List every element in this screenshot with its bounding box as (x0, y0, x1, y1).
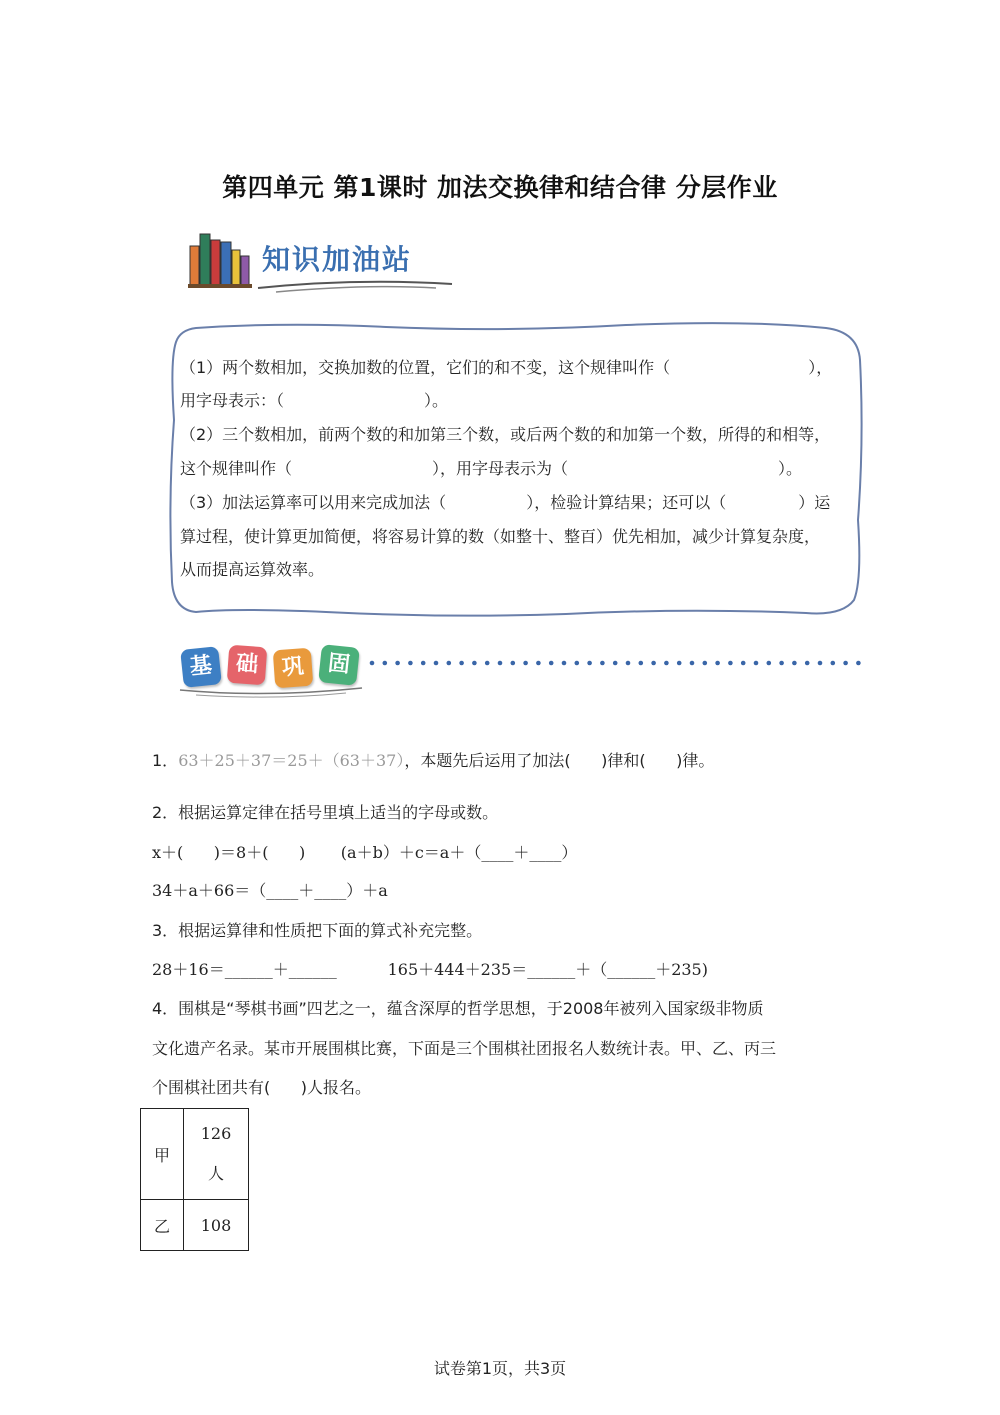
tile-2: 础 (227, 645, 268, 686)
divider-dot (395, 661, 400, 666)
table-cell-name: 乙 (141, 1200, 184, 1251)
divider-dot (575, 661, 580, 666)
knowledge-line-7: 从而提高运算效率。 (180, 560, 325, 579)
divider-dot (511, 661, 516, 666)
question-2: 2．根据运算定律在括号里填上适当的字母或数。 (152, 803, 499, 822)
question-2-line-2: 34＋a＋66＝（____＋____）＋a (152, 881, 388, 900)
tile-3: 巩 (273, 648, 314, 689)
divider-dot (639, 661, 644, 666)
divider-dot (587, 661, 592, 666)
dotted-divider (368, 655, 868, 671)
club-count-table (140, 1108, 249, 1251)
divider-dot (818, 661, 823, 666)
divider-dot (600, 661, 605, 666)
tile-4: 固 (318, 644, 360, 686)
question-4-line-3: 个围棋社团共有( )人报名。 (152, 1078, 372, 1097)
divider-dot (485, 661, 490, 666)
divider-dot (792, 661, 797, 666)
divider-dot (383, 661, 388, 666)
divider-dot (536, 661, 541, 666)
divider-dot (651, 661, 656, 666)
question-3: 3．根据运算律和性质把下面的算式补充完整。 (152, 921, 483, 940)
underline-swoosh (256, 276, 456, 294)
divider-dot (626, 661, 631, 666)
knowledge-line-5: （3）加法运算率可以用来完成加法（ ），检验计算结果；还可以（ ）运 (180, 493, 831, 512)
question-4-line-1: 4．围棋是“琴棋书画”四艺之一，蕴含深厚的哲学思想，于2008年被列入国家级非物质 (152, 999, 764, 1018)
divider-dot (421, 661, 426, 666)
question-4-line-2: 文化遗产名录。某市开展围棋比赛，下面是三个围棋社团报名人数统计表。甲、乙、丙三 (152, 1039, 777, 1058)
divider-dot (472, 661, 477, 666)
knowledge-line-1: （1）两个数相加，交换加数的位置，它们的和不变，这个规律叫作（ ）， (180, 358, 833, 377)
divider-dot (805, 661, 810, 666)
divider-dot (447, 661, 452, 666)
knowledge-line-2: 用字母表示：（ ）。 (180, 391, 449, 410)
divider-dot (754, 661, 759, 666)
question-1: 1．63＋25＋37＝25＋（63＋37），本题先后运用了加法( )律和( )律。 (152, 751, 715, 770)
books-icon (188, 232, 252, 288)
divider-dot (664, 661, 669, 666)
divider-dot (715, 661, 720, 666)
divider-dot (856, 661, 861, 666)
divider-dot (677, 661, 682, 666)
table-row (141, 1109, 249, 1200)
knowledge-line-3: （2）三个数相加，前两个数的和加第三个数，或后两个数的和加第一个数，所得的和相等， (180, 425, 831, 444)
divider-dot (549, 661, 554, 666)
tiles-underline (176, 684, 366, 698)
knowledge-line-4: 这个规律叫作（ ），用字母表示为（ ）。 (180, 459, 803, 478)
divider-dot (779, 661, 784, 666)
divider-dot (613, 661, 618, 666)
divider-dot (831, 661, 836, 666)
divider-dot (408, 661, 413, 666)
knowledge-line-6: 算过程，使计算更加简便，将容易计算的数（如整十、整百）优先相加，减少计算复杂度， (180, 527, 821, 546)
page-title: 第四单元 第1课时 加法交换律和结合律 分层作业 (222, 173, 778, 202)
table-cell-count: 126 人 (184, 1109, 249, 1200)
table-cell-count: 108 (184, 1200, 249, 1251)
q1-expression: 63＋25＋37＝25＋（63＋37） (178, 751, 405, 770)
table-row (141, 1200, 249, 1251)
question-3-line-1: 28＋16＝______＋______ 165＋444＋235＝______＋（______＋235) (152, 960, 708, 979)
divider-dot (741, 661, 746, 666)
divider-dot (843, 661, 848, 666)
table-cell-name: 甲 (141, 1109, 184, 1200)
page-footer: 试卷第1页，共3页 (433, 1359, 567, 1378)
divider-dot (690, 661, 695, 666)
divider-dot (767, 661, 772, 666)
question-2-line-1: x＋( )＝8＋( ) (a＋b）＋c＝a＋（____＋____） (152, 843, 578, 862)
tile-1: 基 (180, 646, 222, 688)
section-knowledge-label: 知识加油站 (262, 243, 413, 276)
divider-dot (498, 661, 503, 666)
divider-dot (703, 661, 708, 666)
divider-dot (459, 661, 464, 666)
divider-dot (523, 661, 528, 666)
divider-dot (728, 661, 733, 666)
divider-dot (434, 661, 439, 666)
divider-dot (562, 661, 567, 666)
divider-dot (370, 661, 375, 666)
